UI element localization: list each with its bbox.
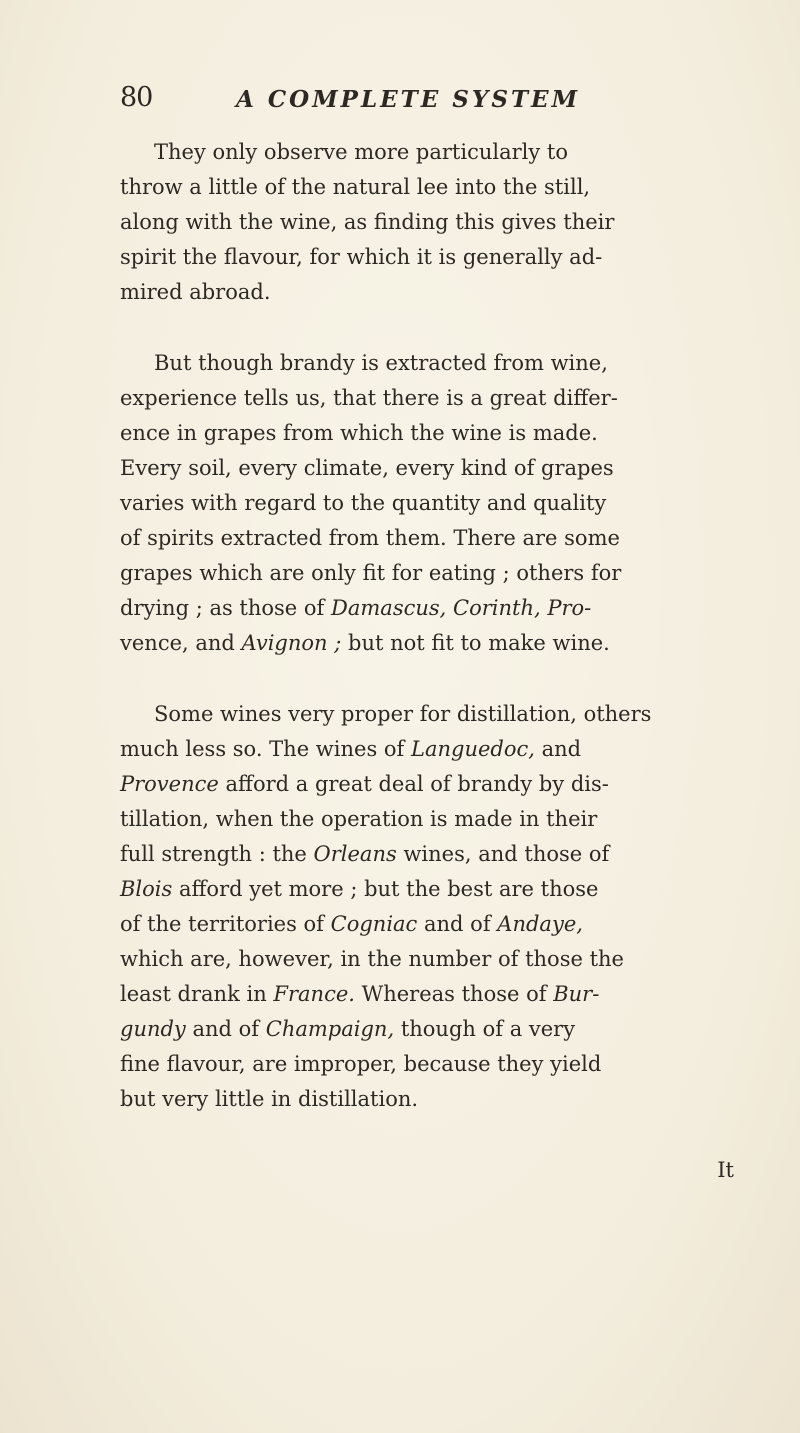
text-segment: and <box>541 737 582 761</box>
text-segment: much less so. The wines of <box>120 737 405 761</box>
place-name: Avignon ; <box>241 631 342 655</box>
text-line <box>120 591 740 626</box>
text-segment: and of <box>424 912 491 936</box>
place-name: Andaye, <box>497 912 583 936</box>
text-segment: least drank in <box>120 982 267 1006</box>
text-line: mired abroad. <box>120 280 271 304</box>
text-line: along with the wine, as finding this gives their <box>120 210 615 234</box>
text-line <box>120 837 740 872</box>
text-segment: drying ; as those of <box>120 596 325 620</box>
place-name: Pro- <box>547 596 592 620</box>
text-segment: wines, and those of <box>403 842 610 866</box>
text-segment: of the territories of <box>120 912 324 936</box>
text-line: throw a little of the natural lee into the still, <box>120 175 591 199</box>
text-line: spirit the flavour, for which it is generally ad- <box>120 245 603 269</box>
text-line: experience tells us, that there is a great differ- <box>120 386 618 410</box>
text-segment: full strength : the <box>120 842 307 866</box>
text-line: grapes which are only fit for eating ; others for <box>120 561 622 585</box>
text-segment: Whereas those of <box>361 982 547 1006</box>
place-name: Corinth, <box>453 596 541 620</box>
text-line: of spirits extracted from them. There are some <box>120 526 620 550</box>
place-name: France. <box>273 982 355 1006</box>
text-segment: vence, and <box>120 631 235 655</box>
page-number: 80 <box>120 82 153 113</box>
paragraph-2 <box>120 346 740 661</box>
text-segment: but not fit to make wine. <box>348 631 610 655</box>
text-line <box>120 767 740 802</box>
text-line: They only observe more particularly to <box>154 140 568 164</box>
place-name: Blois <box>120 877 173 901</box>
body-text <box>120 135 740 1188</box>
paragraph-1 <box>120 135 740 310</box>
text-line: Some wines very proper for distillation, others <box>154 702 652 726</box>
text-line <box>120 977 740 1012</box>
text-line <box>120 1012 740 1047</box>
text-segment: afford a great deal of brandy by dis- <box>225 772 609 796</box>
place-name: Orleans <box>313 842 397 866</box>
text-segment: afford yet more ; but the best are those <box>178 877 599 901</box>
place-name: Provence <box>120 772 219 796</box>
place-name: Cogniac <box>330 912 418 936</box>
catchword: It <box>717 1158 734 1182</box>
text-line: varies with regard to the quantity and quality <box>120 491 607 515</box>
text-line: tillation, when the operation is made in their <box>120 807 598 831</box>
text-line <box>120 732 740 767</box>
text-segment: though of a very <box>400 1017 576 1041</box>
place-name: Bur- <box>553 982 600 1006</box>
text-line: But though brandy is extracted from wine, <box>154 351 608 375</box>
text-segment: and of <box>192 1017 260 1041</box>
paragraph-3 <box>120 697 740 1117</box>
text-line: Every soil, every climate, every kind of grapes <box>120 456 614 480</box>
place-name: Damascus, <box>331 596 447 620</box>
text-line: which are, however, in the number of those the <box>120 947 624 971</box>
running-head: A COMPLETE SYSTEM <box>236 86 581 113</box>
place-name: Languedoc, <box>411 737 535 761</box>
text-line <box>120 907 740 942</box>
text-line <box>120 872 740 907</box>
place-name: Champaign, <box>265 1017 395 1041</box>
text-line: but very little in distillation. <box>120 1087 419 1111</box>
text-line: ence in grapes from which the wine is made. <box>120 421 598 445</box>
page-header <box>120 82 740 122</box>
text-line <box>120 626 740 661</box>
place-name: gundy <box>120 1017 186 1041</box>
text-line: fine flavour, are improper, because they yield <box>120 1052 602 1076</box>
